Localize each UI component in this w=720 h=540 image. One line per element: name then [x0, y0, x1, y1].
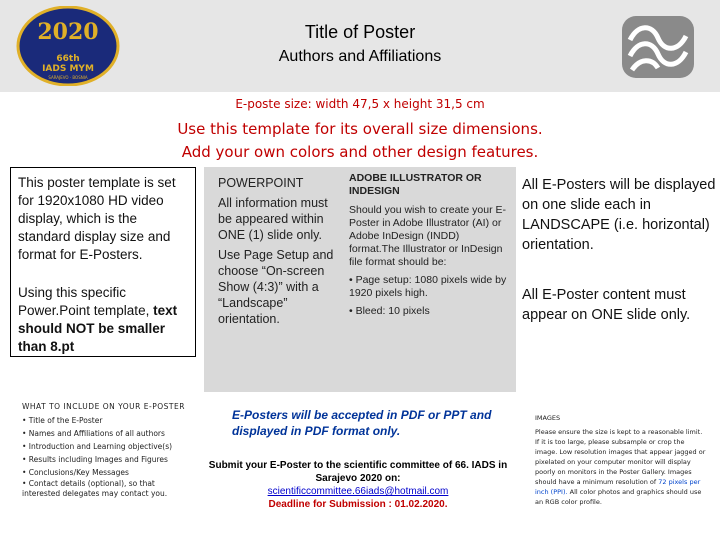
- images-text-end: All color photos and graphics should use an RGB color profile.: [535, 488, 702, 506]
- include-item: • Conclusions/Key Messages: [22, 468, 129, 477]
- poster-title: Title of Poster: [304, 22, 416, 42]
- display-info-text-2: All E-Poster content must appear on ONE slide only.: [522, 287, 691, 323]
- images-heading: IMAGES: [535, 414, 561, 422]
- images-text: [535, 427, 707, 507]
- template-note-line1: Use this template for its overall size dimensions.: [177, 120, 543, 138]
- illustrator-section: [349, 172, 507, 323]
- template-note-line2: Add your own colors and other design features.: [181, 143, 539, 161]
- illustrator-heading: ADOBE ILLUSTRATOR OR INDESIGN: [349, 172, 482, 197]
- deadline-text: Deadline for Submission : 01.02.2020.: [268, 499, 448, 510]
- iads-logo: [16, 6, 120, 86]
- logo-text-3: SARAJEVO · BOSNIA: [48, 75, 88, 80]
- submit-text: Submit your E-Poster to the scientific committee of 66. IADS in Sarajevo 2020 on:: [208, 460, 508, 484]
- display-info: [522, 175, 718, 355]
- powerpoint-heading: POWERPOINT: [218, 176, 304, 190]
- include-item: • Introduction and Learning objective(s): [22, 442, 173, 451]
- include-heading: WHAT TO INCLUDE ON YOUR E-POSTER: [22, 402, 185, 411]
- logo-year-text: 2020: [37, 19, 99, 45]
- include-item: • Names and Affiliations of all authors: [22, 429, 165, 438]
- include-item: • Results including Images and Figures: [22, 455, 168, 464]
- size-note: E-poste size: width 47,5 x height 31,5 cm: [235, 97, 485, 111]
- display-info-text-1: All E-Posters will be displayed on one slide each in LANDSCAPE (i.e. horizontal) orientation.: [522, 177, 716, 253]
- include-item: • Title of the E-Poster: [22, 416, 103, 425]
- template-info-text: This poster template is set for 1920x1080 HD video display, which is the standard display size and format for E-Posters.: [18, 175, 176, 262]
- logo-text-2: IADS MYM: [42, 64, 94, 74]
- images-text-main: Please ensure the size is kept to a reasonable limit. If it is too large, please subsample or crop the image. Low resolution images that appear jagged or pixelated on your computer monitor will display poorly on monitors in the Poster Gallery. Images should have a minimum resolution of: [535, 428, 706, 486]
- wave-logo-icon: [618, 12, 698, 82]
- template-info-box: [10, 167, 196, 357]
- include-section: [22, 402, 192, 499]
- include-list: [22, 414, 192, 499]
- illustrator-text-1: Should you wish to create your E-Poster in Adobe Illustrator (AI) or Adobe InDesign (INDD) format.The Illustrator or InDesign file format should be:: [349, 204, 506, 268]
- powerpoint-section: [218, 175, 336, 331]
- font-size-note-bold: text should NOT be smaller than 8.pt: [18, 303, 178, 354]
- images-text-highlight: 72 pixels per inch (PPI).: [535, 478, 701, 496]
- include-item: • Contact details (optional), so that interested delegates may contact you.: [22, 479, 168, 498]
- powerpoint-text-2: Use Page Setup and choose “On-screen Show (4:3)” with a “Landscape” orientation.: [218, 248, 334, 326]
- images-section: [535, 413, 707, 507]
- illustrator-text-2: • Page setup: 1080 pixels wide by 1920 pixels high.: [349, 274, 507, 299]
- accept-note: E-Posters will be accepted in PDF or PPT and displayed in PDF format only.: [232, 408, 492, 438]
- poster-header: [0, 0, 720, 92]
- submit-section: [208, 459, 508, 511]
- logo-text-1: 66th: [56, 54, 80, 64]
- font-size-note-prefix: Using this specific Power.Point template,: [18, 285, 150, 318]
- submit-email-link[interactable]: scientificcommittee.66iads@hotmail.com: [267, 486, 449, 497]
- poster-authors: Authors and Affiliations: [278, 48, 442, 65]
- font-size-note: [18, 284, 188, 356]
- powerpoint-text-1: All information must be appeared within ONE (1) slide only.: [218, 196, 328, 242]
- illustrator-text-3: • Bleed: 10 pixels: [349, 305, 430, 317]
